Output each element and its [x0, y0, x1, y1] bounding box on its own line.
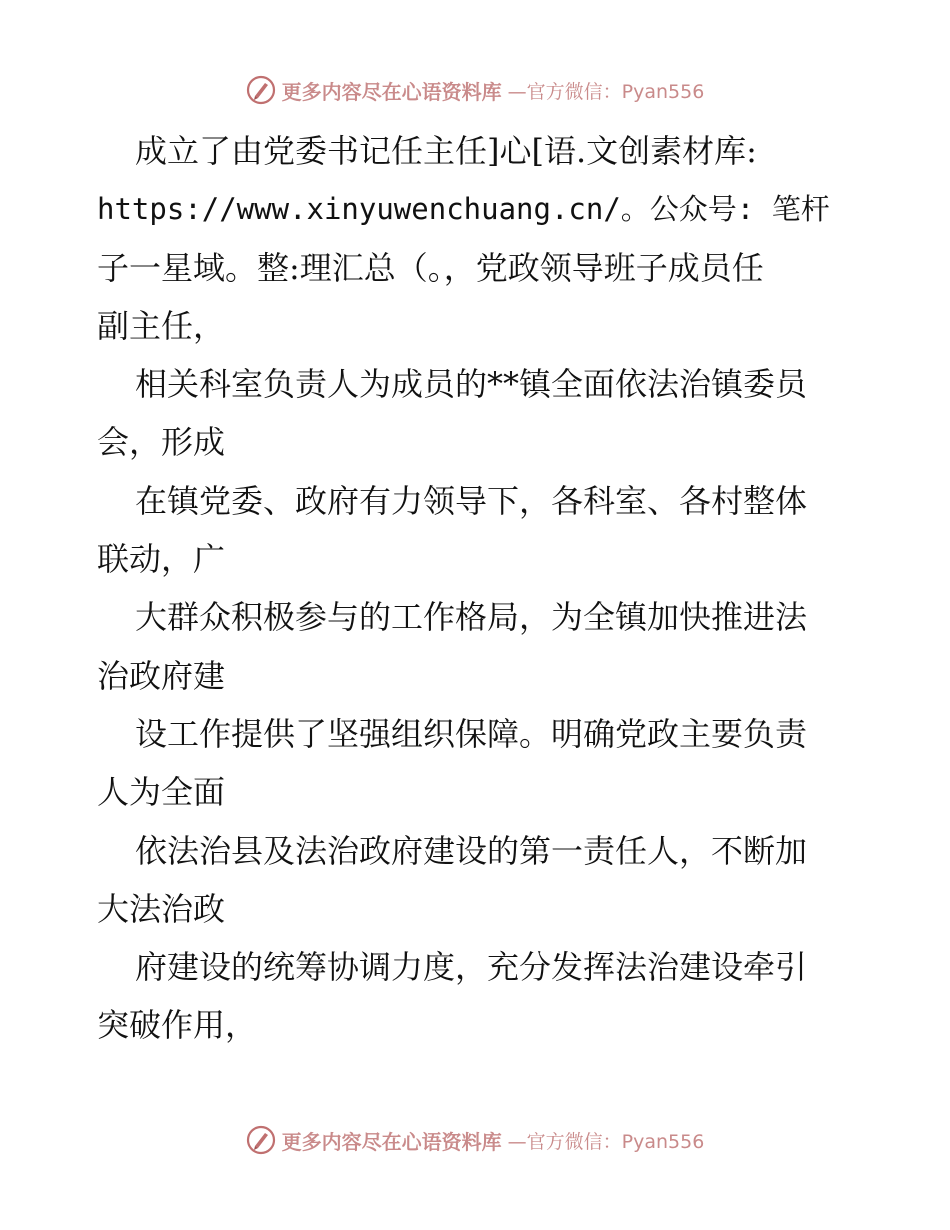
watermark-main-text: 更多内容尽在心语资料库	[281, 79, 502, 104]
text-line: 会，形成	[97, 423, 226, 462]
text-line: 在镇党委、政府有力领导下，各科室、各村整体	[135, 481, 808, 520]
text-line: 设工作提供了坚强组织保障。明确党政主要负责	[135, 714, 808, 753]
text-line: 相关科室负责人为成员的**镇全面依法治镇委员	[135, 365, 808, 404]
watermark-sub-text: —官方微信：Pyan556	[507, 1130, 705, 1153]
text-line: 联动，广	[97, 540, 226, 579]
header-watermark	[0, 72, 950, 108]
text-line: 突破作用，	[97, 1006, 258, 1045]
text-line: 大群众积极参与的工作格局，为全镇加快推进法	[135, 598, 808, 637]
text-line: 府建设的统筹协调力度，充分发挥法治建设牵引	[135, 948, 808, 987]
text-line: https://www.xinyuwenchuang.cn/。公众号: 笔杆	[97, 192, 830, 227]
text-line: 依法治县及法治政府建设的第一责任人，不断加	[135, 831, 808, 870]
watermark-main-text: 更多内容尽在心语资料库	[281, 1129, 502, 1154]
pen-logo-icon	[246, 75, 276, 105]
text-line: 大法治政	[97, 889, 226, 928]
text-line: 治政府建	[97, 656, 226, 695]
document-body	[97, 122, 857, 1055]
pen-logo-icon	[246, 1125, 276, 1155]
text-line: 人为全面	[97, 773, 226, 812]
text-line: 副主任，	[97, 306, 226, 345]
watermark-sub-text: —官方微信：Pyan556	[507, 80, 705, 103]
text-line: 子一星域。整:理汇总（。，党政领导班子成员任	[97, 248, 764, 287]
footer-watermark	[0, 1122, 950, 1158]
text-line: 成立了由党委书记任主任]心[语.文创素材库:	[135, 132, 757, 170]
